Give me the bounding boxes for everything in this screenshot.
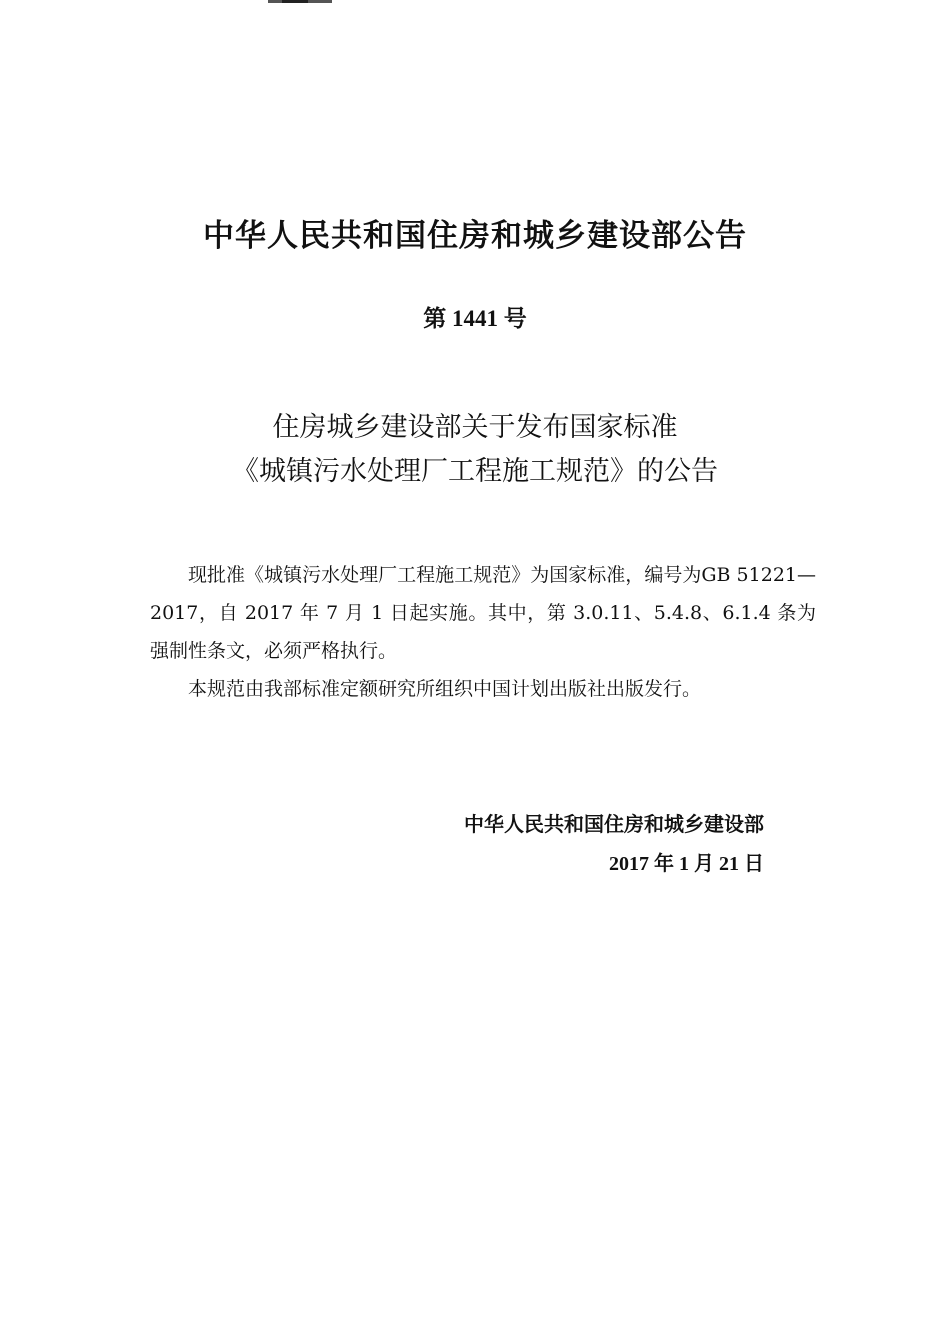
announcement-number: 第 1441 号: [423, 306, 527, 331]
body-paragraph-1: 现批准《城镇污水处理厂工程施工规范》为国家标准，编号为GB 51221—2017，自 2017 年 7 月 1 日起实施。其中，第 3.0.11、5.4.8、6.1.4 条为强制性条文，必须严格执行。: [150, 564, 816, 662]
scan-mark: [268, 0, 332, 3]
subtitle-line-1: 住房城乡建设部关于发布国家标准: [272, 412, 678, 443]
announcement-subtitle: [0, 406, 950, 494]
issuer-name: 中华人民共和国住房和城乡建设部: [464, 812, 764, 836]
page-title: 中华人民共和国住房和城乡建设部公告: [203, 218, 747, 254]
body-paragraph-2: 本规范由我部标准定额研究所组织中国计划出版社出版发行。: [188, 678, 702, 700]
issue-date: 2017 年 1 月 21 日: [609, 853, 764, 875]
signature-block: [464, 804, 764, 884]
announcement-body: [150, 556, 816, 708]
subtitle-line-2: 《城镇污水处理厂工程施工规范》的公告: [232, 456, 718, 487]
